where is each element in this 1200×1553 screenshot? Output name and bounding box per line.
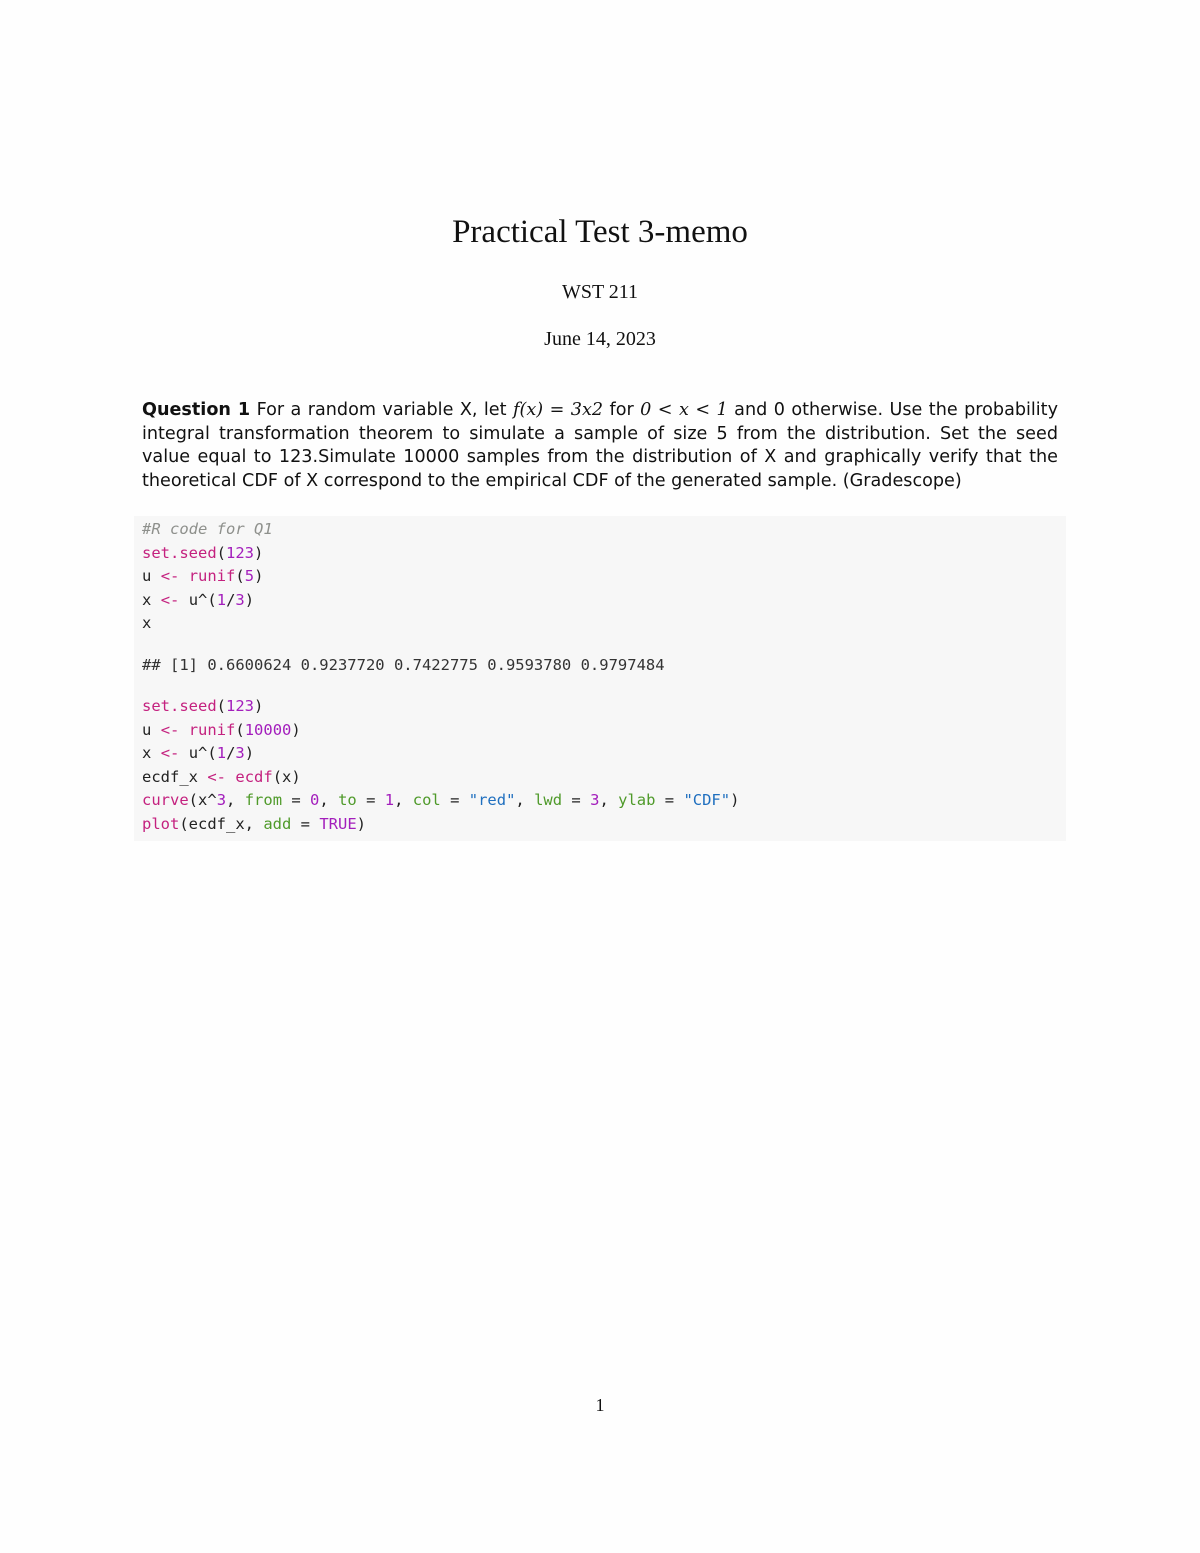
code-token: <- xyxy=(160,720,180,739)
course-code: WST 211 xyxy=(561,281,639,303)
code-token: ecdf xyxy=(235,767,273,786)
question-text-part1: For a random variable X, let xyxy=(250,400,513,420)
code-chunk-2: set.seed(123) u <- runif(10000) x <- u^(1/3) ecdf_x <- ecdf(x) curve(x^3, from = 0, to = 1, col = "red", lwd = 3, ylab = "CDF") plot(ecdf_x, add = TRUE) xyxy=(142,697,740,833)
code-token: u xyxy=(188,744,199,762)
code-token: <- xyxy=(160,744,180,762)
code-token: col xyxy=(412,791,441,809)
math-range: 0 < x < 1 xyxy=(640,400,728,420)
code-token: "red" xyxy=(468,791,516,809)
code-token: <- xyxy=(160,590,180,609)
document-title: Practical Test 3-memo xyxy=(452,214,748,250)
code-token: x xyxy=(282,767,292,786)
code-token: 123 xyxy=(226,697,254,715)
code-token: from xyxy=(244,791,283,809)
code-token: set.seed xyxy=(142,697,217,715)
code-token: u xyxy=(142,720,152,739)
code-token: 10000 xyxy=(244,720,292,739)
code-token: curve xyxy=(142,791,189,809)
code-comment: #R code for Q1 xyxy=(142,520,273,538)
code-token: <- xyxy=(160,567,180,585)
code-token: set.seed xyxy=(142,543,217,562)
page-number: 1 xyxy=(595,1395,605,1415)
code-token: 0 xyxy=(310,791,320,809)
code-token: ylab xyxy=(618,791,656,809)
question-1-text xyxy=(142,399,1058,493)
math-density: f(x) = 3x2 xyxy=(512,400,604,420)
code-token: x xyxy=(142,614,152,632)
code-output: ## [1] 0.6600624 0.9237720 0.7422775 0.9593780 0.9797484 xyxy=(142,656,665,674)
code-token: 3 xyxy=(235,590,245,609)
code-token: to xyxy=(338,791,357,809)
code-token: add xyxy=(263,814,292,833)
code-token: TRUE xyxy=(319,814,357,833)
code-token: 3 xyxy=(590,791,600,809)
code-token: runif xyxy=(188,567,236,585)
code-token: 3 xyxy=(235,744,245,762)
question-label: Question 1 xyxy=(142,400,251,420)
code-token: plot xyxy=(142,814,180,833)
code-token: 1 xyxy=(384,791,395,809)
code-token: 123 xyxy=(226,543,254,562)
code-token: 5 xyxy=(244,567,255,585)
code-token: x xyxy=(142,590,152,609)
code-token: runif xyxy=(188,720,236,739)
code-token: ecdf_x xyxy=(188,814,245,833)
code-token: lwd xyxy=(534,791,563,809)
code-token: <- xyxy=(207,767,227,786)
code-block xyxy=(134,516,1066,841)
code-token: u xyxy=(142,567,152,585)
question-text-part2: for xyxy=(603,400,641,420)
code-token: x xyxy=(142,744,152,762)
code-token: 1 xyxy=(216,590,227,609)
code-token: 3 xyxy=(216,791,227,809)
code-token: "CDF" xyxy=(683,791,731,809)
code-token: 1 xyxy=(216,744,227,762)
code-token: x xyxy=(198,791,208,809)
code-token: u xyxy=(188,590,199,609)
question-text-part3: and 0 otherwise. Use the probability integral transformation theorem to simulate a sample of size 5 from the distribution. Set the seed value equal to 123.Simulate 10000 samples from the distribution of X and graphically verify that the theoretical CDF of X correspond to the empirical CDF of the generated sample. (Gradescope) xyxy=(142,400,1058,491)
code-chunk-1: #R code for Q1 set.seed(123) u <- runif(5) x <- u^(1/3) x xyxy=(142,520,273,632)
document-date: June 14, 2023 xyxy=(544,328,656,350)
code-token: ecdf_x xyxy=(142,767,198,786)
